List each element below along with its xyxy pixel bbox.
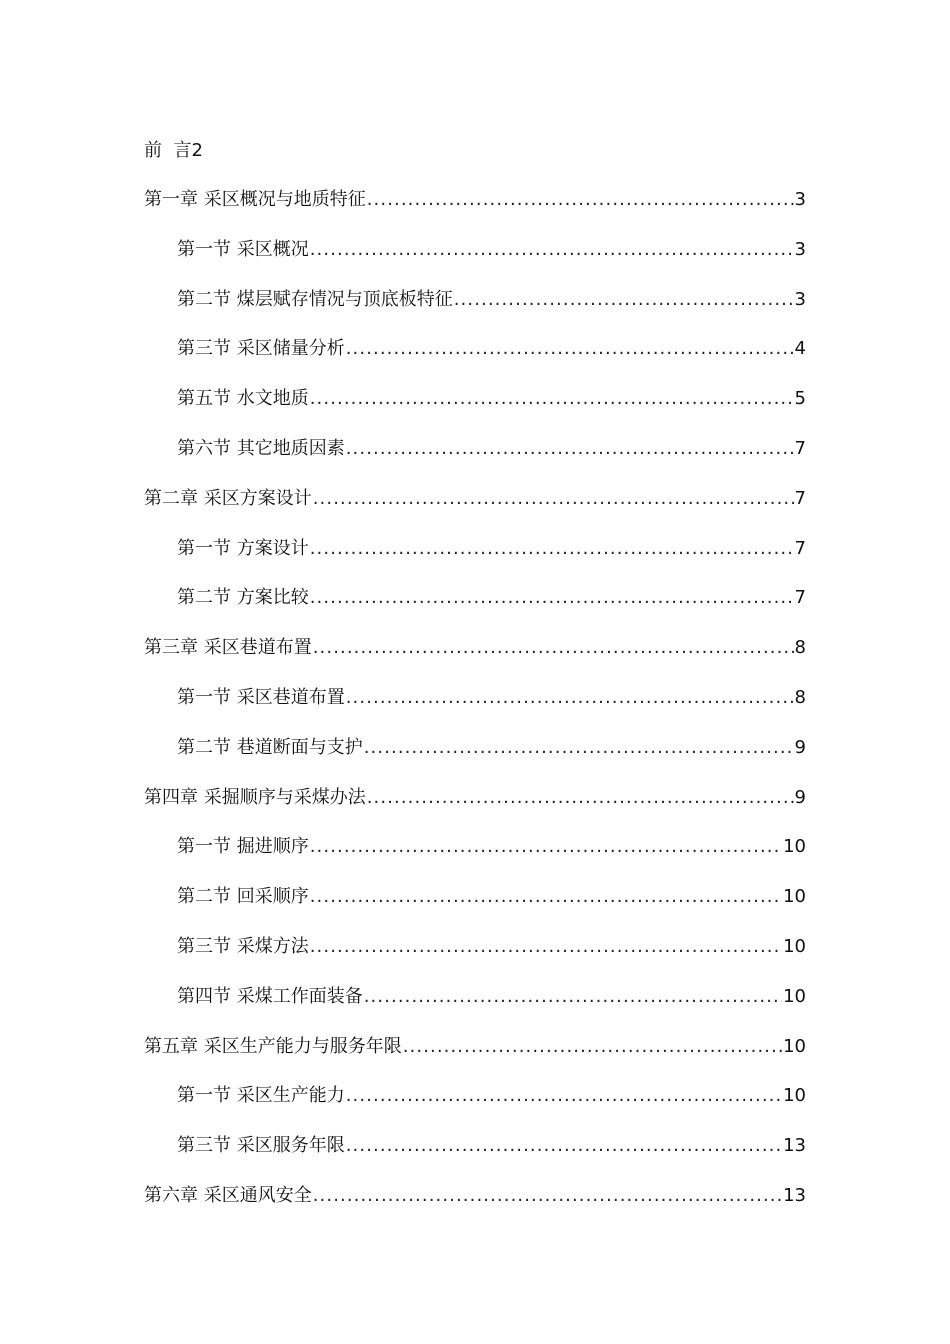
toc-dot-leader [367, 784, 794, 812]
toc-dot-leader [310, 385, 794, 413]
toc-entry-label: 第六章 采区通风安全 [144, 1184, 312, 1206]
toc-entry-label: 第二节 煤层赋存情况与顶底板特征 [177, 288, 453, 310]
toc-entry-page-number: 10 [783, 886, 806, 908]
toc-section-entry[interactable] [144, 1132, 806, 1182]
toc-dot-leader [313, 485, 794, 513]
toc-entry-label: 第三节 采区储量分析 [177, 338, 345, 360]
toc-entry-label: 第三章 采区巷道布置 [144, 637, 312, 659]
toc-section-entry[interactable] [144, 435, 806, 485]
toc-dot-leader [310, 535, 794, 563]
toc-entry-page-number: 7 [794, 487, 806, 509]
toc-dot-leader [346, 684, 794, 712]
toc-section-entry[interactable] [144, 734, 806, 784]
toc-chapter-entry[interactable] [144, 186, 806, 236]
toc-dot-leader [346, 1082, 782, 1110]
table-of-contents [144, 186, 806, 1232]
toc-dot-leader [310, 883, 782, 911]
toc-section-entry[interactable] [144, 236, 806, 286]
toc-entry-label: 第四节 采煤工作面装备 [177, 985, 363, 1007]
toc-preface-label: 前 言 [144, 140, 192, 161]
toc-section-entry[interactable] [144, 335, 806, 385]
toc-preface-page: 2 [191, 140, 203, 161]
toc-entry-label: 第一节 掘进顺序 [177, 836, 309, 858]
toc-section-entry[interactable] [144, 933, 806, 983]
toc-dot-leader [310, 933, 782, 961]
toc-dot-leader [454, 286, 794, 314]
toc-entry-page-number: 5 [794, 388, 806, 410]
toc-entry-page-number: 10 [783, 836, 806, 858]
toc-entry-label: 第三节 采区服务年限 [177, 1135, 345, 1157]
toc-section-entry[interactable] [144, 385, 806, 435]
toc-chapter-entry[interactable] [144, 784, 806, 834]
toc-entry-page-number: 7 [794, 437, 806, 459]
toc-chapter-entry[interactable] [144, 1033, 806, 1083]
toc-dot-leader [346, 435, 794, 463]
toc-entry-page-number: 8 [794, 637, 806, 659]
toc-dot-leader [364, 983, 782, 1011]
toc-dot-leader [403, 1033, 782, 1061]
toc-entry-page-number: 3 [794, 288, 806, 310]
toc-section-entry[interactable] [144, 684, 806, 734]
toc-dot-leader [364, 734, 794, 762]
toc-entry-label: 第五节 水文地质 [177, 388, 309, 410]
toc-entry-page-number: 10 [783, 1035, 806, 1057]
toc-entry-label: 第二章 采区方案设计 [144, 487, 312, 509]
toc-entry-label: 第一节 采区概况 [177, 238, 309, 260]
toc-entry-label: 第一节 方案设计 [177, 537, 309, 559]
toc-chapter-entry[interactable] [144, 634, 806, 684]
toc-entry-page-number: 10 [783, 1085, 806, 1107]
toc-entry-page-number: 13 [783, 1184, 806, 1206]
toc-section-entry[interactable] [144, 883, 806, 933]
toc-chapter-entry[interactable] [144, 485, 806, 535]
toc-entry-page-number: 9 [794, 786, 806, 808]
toc-entry-label: 第二节 回采顺序 [177, 886, 309, 908]
toc-section-entry[interactable] [144, 535, 806, 585]
toc-entry-label: 第四章 采掘顺序与采煤办法 [144, 786, 366, 808]
toc-section-entry[interactable] [144, 983, 806, 1033]
toc-entry-page-number: 8 [794, 686, 806, 708]
toc-entry-page-number: 10 [783, 935, 806, 957]
toc-entry-page-number: 3 [794, 238, 806, 260]
toc-entry-page-number: 7 [794, 587, 806, 609]
toc-entry-label: 第二节 巷道断面与支护 [177, 736, 363, 758]
toc-entry-label: 第三节 采煤方法 [177, 935, 309, 957]
toc-section-entry[interactable] [144, 1082, 806, 1132]
toc-chapter-entry[interactable] [144, 1182, 806, 1232]
toc-entry-label: 第一节 采区生产能力 [177, 1085, 345, 1107]
toc-entry-page-number: 3 [794, 189, 806, 210]
toc-dot-leader [310, 584, 794, 612]
toc-entry-label: 第一章 采区概况与地质特征 [144, 189, 366, 210]
toc-entry-page-number: 10 [783, 985, 806, 1007]
toc-dot-leader [367, 186, 794, 214]
toc-entry-page-number: 13 [783, 1135, 806, 1157]
toc-dot-leader [313, 634, 794, 662]
toc-dot-leader [310, 833, 782, 861]
toc-entry-label: 第二节 方案比较 [177, 587, 309, 609]
toc-dot-leader [313, 1182, 782, 1210]
toc-dot-leader [346, 335, 794, 363]
toc-entry-page-number: 9 [794, 736, 806, 758]
toc-dot-leader [346, 1132, 782, 1160]
toc-entry-page-number: 4 [794, 338, 806, 360]
toc-entry-label: 第五章 采区生产能力与服务年限 [144, 1035, 402, 1057]
toc-preface-entry[interactable] [144, 137, 203, 165]
toc-section-entry[interactable] [144, 584, 806, 634]
toc-entry-page-number: 7 [794, 537, 806, 559]
toc-section-entry[interactable] [144, 286, 806, 336]
toc-section-entry[interactable] [144, 833, 806, 883]
toc-entry-label: 第六节 其它地质因素 [177, 437, 345, 459]
toc-dot-leader [310, 236, 794, 264]
toc-entry-label: 第一节 采区巷道布置 [177, 686, 345, 708]
